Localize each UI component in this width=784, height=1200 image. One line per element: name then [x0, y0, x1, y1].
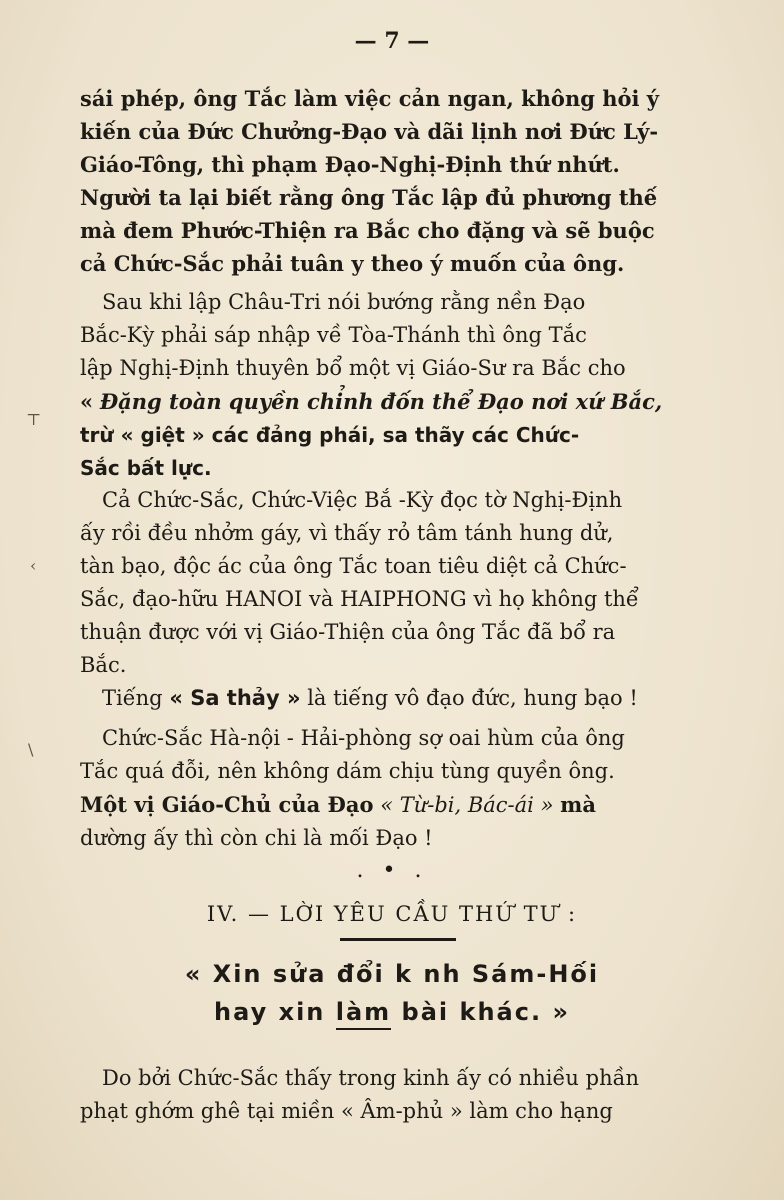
bold-line: trừ « giệt » các đảng phái, sa thãy các Chức- [80, 423, 580, 447]
margin-mark: ‹ [30, 556, 37, 575]
bold-line: Sắc bất lực. [80, 456, 212, 480]
text-line: Người ta lại biết rằng ông Tắc lập đủ phương thế [80, 185, 658, 210]
title-line-1: « Xin sửa đổi k nh Sám-Hối [184, 960, 600, 988]
page-number: — 7 — [354, 28, 430, 54]
text-line: sái phép, ông Tắc làm việc cản ngan, không hỏi ý [80, 86, 659, 111]
text-line: kiến của Đức Chưởng-Đạo và dãi lịnh nơi Đức Lý- [80, 119, 659, 144]
text-italic: « Từ-bi, Bác-ái » [380, 793, 554, 817]
text-line [80, 682, 692, 715]
text-line: Bắc-Kỳ phải sáp nhập về Tòa-Thánh thì ông Tắc [80, 323, 587, 347]
text-line: Cả Chức-Sắc, Chức-Việc Bắ -Kỳ đọc tờ Nghị-Định [102, 488, 623, 512]
text-prefix: Tiếng [102, 686, 163, 710]
final-paragraph [80, 1062, 692, 1128]
text-line: Sau khi lập Châu-Tri nói bướng rằng nền Đạo [102, 290, 586, 314]
title-underlined-word: làm [336, 998, 391, 1030]
text-line [80, 788, 692, 822]
text-line: Sắc, đạo-hữu HANOI và HAIPHONG vì họ không thể [80, 587, 639, 611]
text-line: Do bởi Chức-Sắc thấy trong kinh ấy có nhiều phần [102, 1066, 639, 1090]
quote-open: « [80, 389, 94, 414]
text-line: lập Nghị-Định thuyên bổ một vị Giáo-Sư ra Bắc cho [80, 356, 626, 380]
text-line: thuận được với vị Giáo-Thiện của ông Tắc đã bổ ra [80, 620, 616, 644]
title-part: bài khác. » [401, 998, 570, 1026]
text-line: mà đem Phước-Thiện ra Bắc cho đặng và sẽ buộc [80, 218, 655, 243]
text-line: Bắc. [80, 653, 127, 677]
text-line: Tắc quá đỗi, nên không dám chịu tùng quyền ông. [80, 759, 615, 783]
title-part: hay xin [214, 998, 326, 1026]
text-line: Chức-Sắc Hà-nội - Hải-phòng sợ oai hùm của ông [102, 726, 625, 750]
quote-italic: Đặng toàn quyền chỉnh đốn thể Đạo nơi xứ Bắc, [99, 389, 663, 414]
text-line: ấy rồi đều nhởm gáy, vì thấy rỏ tâm tánh hung dử, [80, 521, 614, 545]
text-line: phạt ghớm ghê tại miền « Âm-phủ » làm cho hạng [80, 1099, 613, 1123]
title-line-2 [0, 993, 784, 1031]
separator-dots: . • . [356, 858, 428, 883]
text-bold: « Sa thảy » [169, 686, 301, 710]
quote-line [80, 385, 692, 419]
margin-mark: ⊤ [26, 410, 42, 429]
text-line: Giáo-Tông, thì phạm Đạo-Nghị-Định thứ nhứt. [80, 152, 620, 177]
text-part: Một vị Giáo-Chủ của Đạo [80, 792, 374, 817]
text-line: cả Chức-Sắc phải tuân y theo ý muốn của ông. [80, 251, 625, 276]
text-line: tàn bạo, độc ác của ông Tắc toan tiêu diệt cả Chức- [80, 554, 627, 578]
margin-mark: \ [28, 740, 34, 759]
paragraph-3 [80, 484, 692, 682]
heading-rule [340, 938, 456, 941]
section-title [0, 955, 784, 1031]
paragraph-1 [80, 82, 692, 280]
text-line: dường ấy thì còn chi là mối Đạo ! [80, 826, 433, 850]
paragraph-4 [80, 682, 692, 715]
paragraph-2 [80, 286, 692, 485]
text-suffix: là tiếng vô đạo đức, hung bạo ! [307, 686, 638, 710]
paragraph-5 [80, 722, 692, 855]
text-part: mà [560, 792, 596, 817]
section-heading: IV. — LỜI YÊU CẦU THỨ TƯ : [206, 902, 578, 926]
